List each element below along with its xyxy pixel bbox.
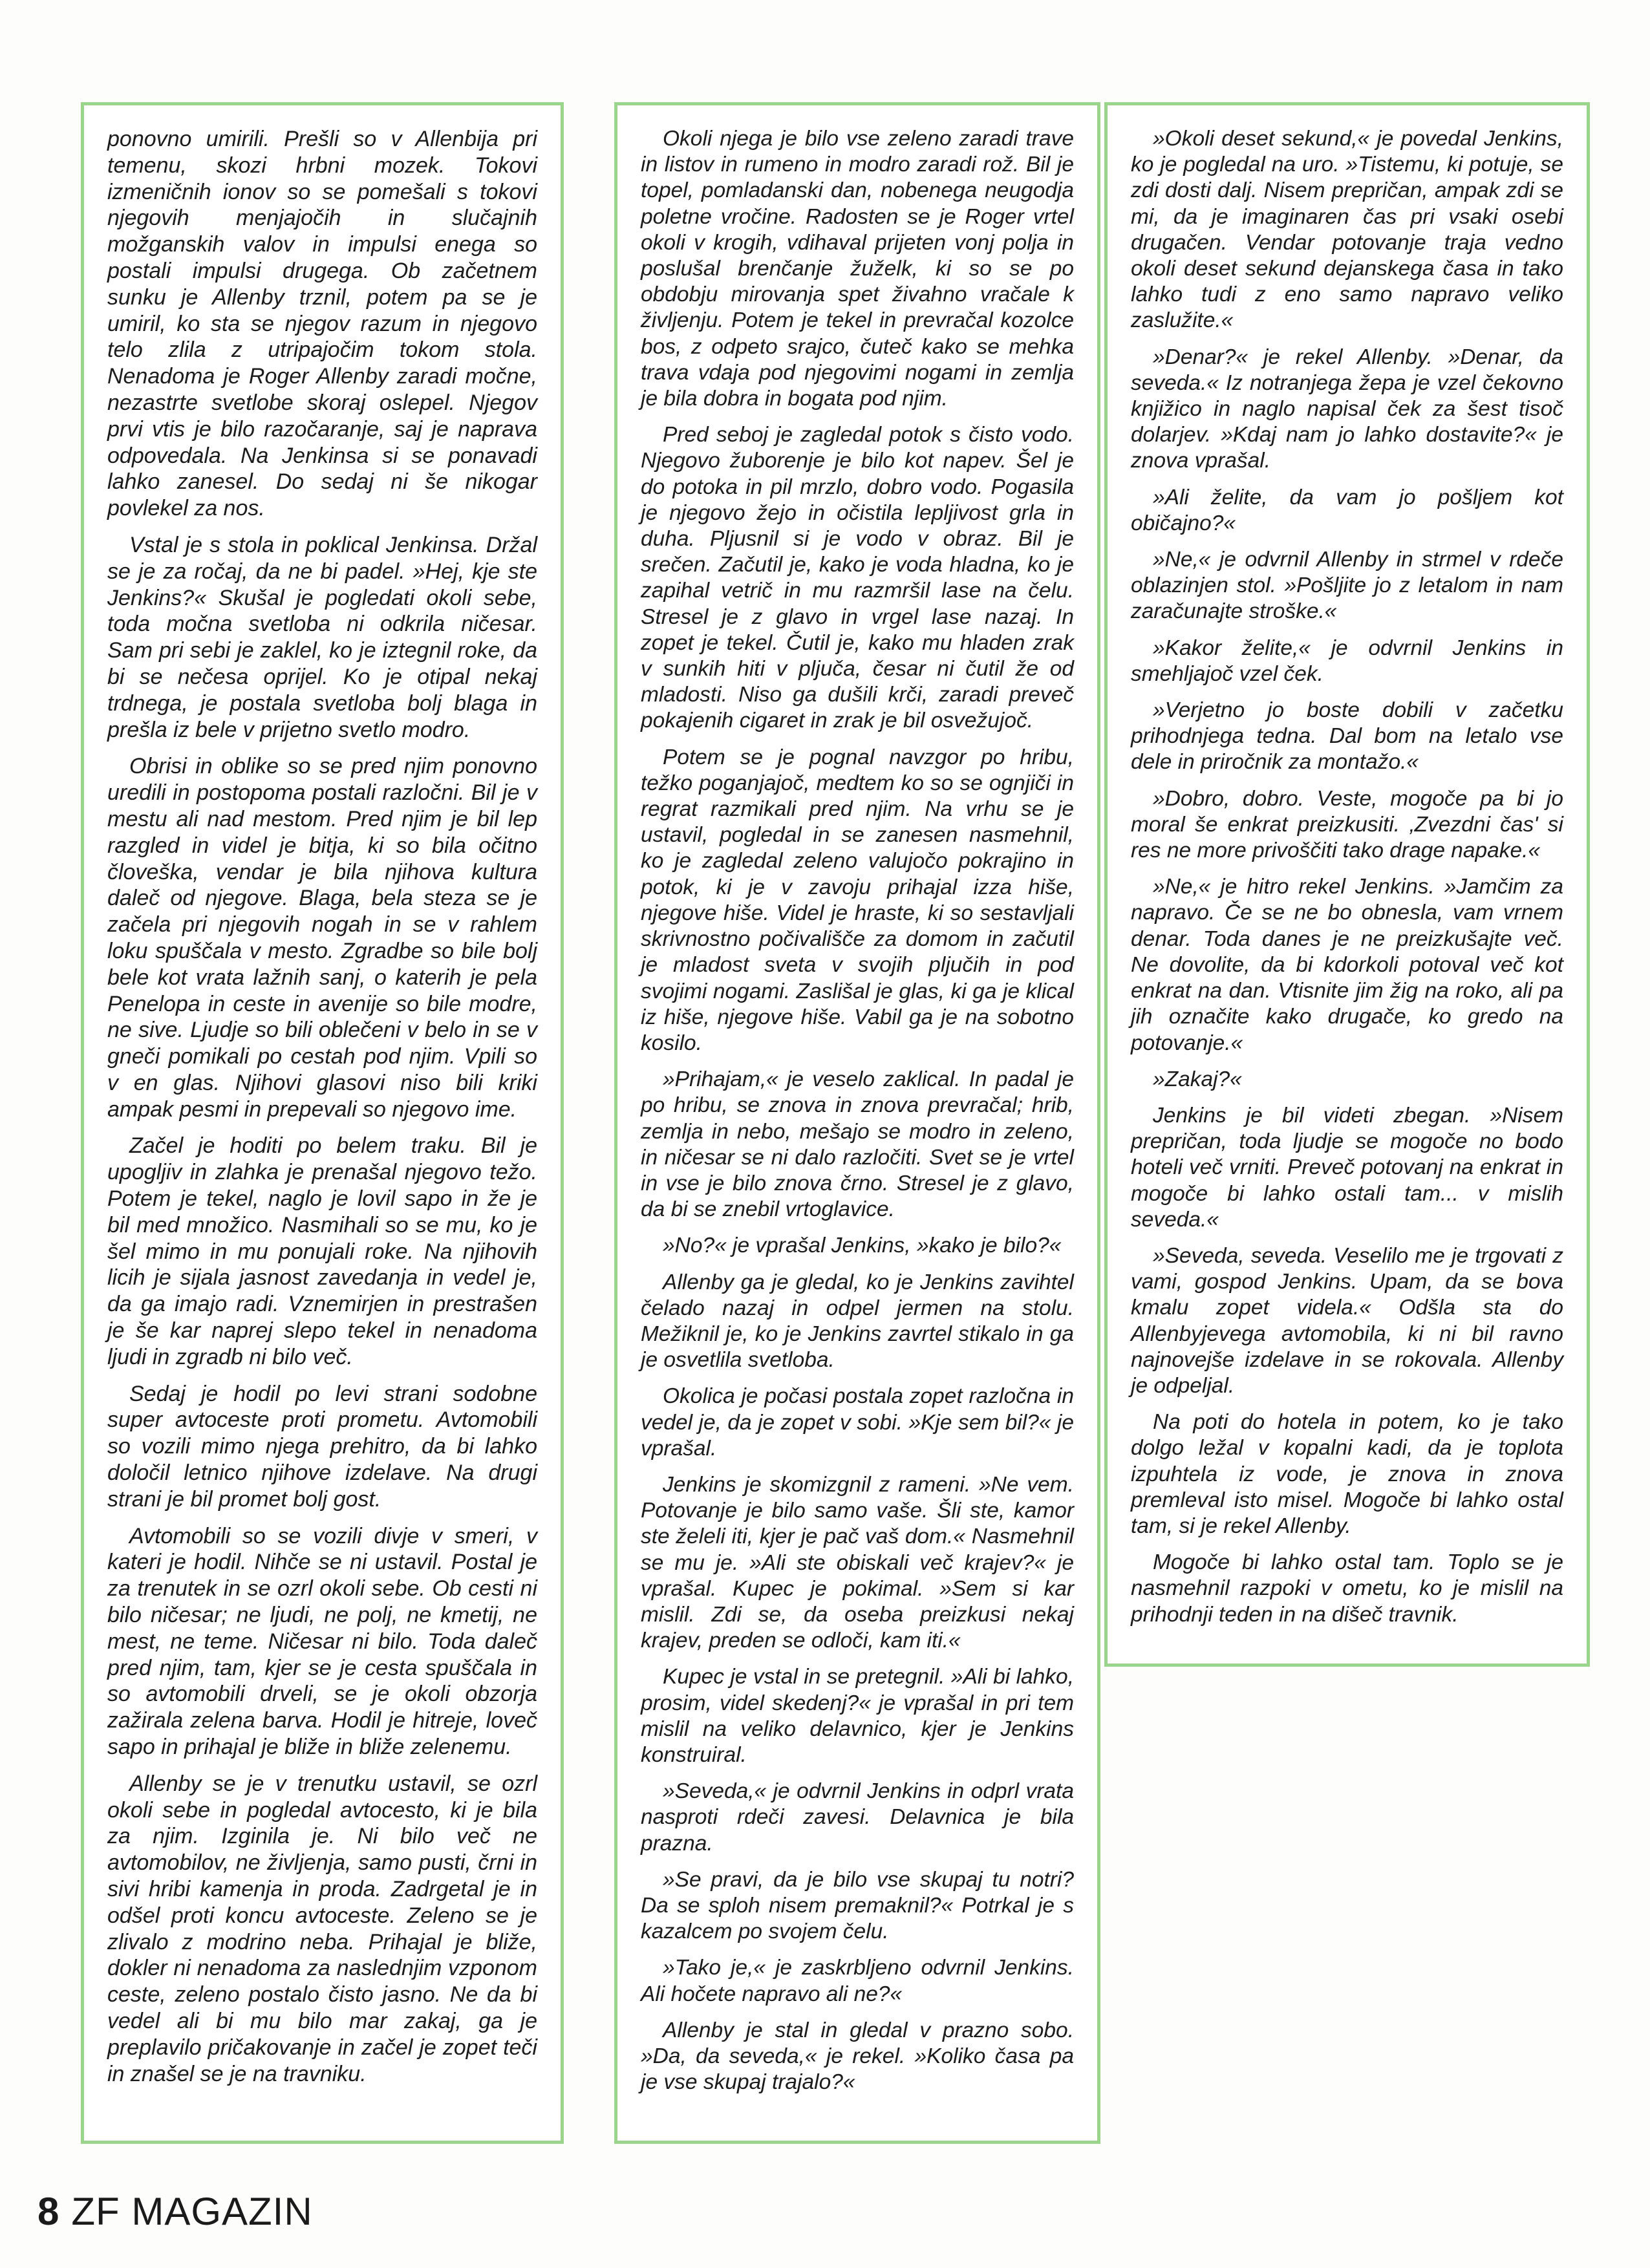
paragraph: Jenkins je bil videti zbegan. »Nisem prepričan, toda ljudje se mogoče no bodo hoteli več vrniti. Preveč potovanj na enkrat in mogoče bi lahko ostali tam... v mislih seveda.« <box>1131 1103 1563 1232</box>
paragraph: Mogoče bi lahko ostal tam. Toplo se je nasmehnil razpoki v ometu, ko je mislil na prihodnji teden in na dišeč travnik. <box>1131 1550 1563 1627</box>
paragraph: Potem se je pognal navzgor po hribu, težko poganjajoč, medtem ko so se ognjiči in regrat razmikali pred njim. Na vrhu se je ustavil, pogledal in se zanesen nasmehnil, ko je zagledal zeleno valujočo pokrajino in potok, ki je v zavoju prihajal izza hiše, njegove hiše. Videl je hraste, ki so sestavljali skrivnostno počivališče za domom in začutil je mladost sveta v svojih pljučih in pod svojimi nogami. Zaslišal je glas, ki ga je klical iz hiše, njegove hiše. Vabil ga je na sobotno kosilo. <box>641 745 1074 1055</box>
paragraph: »Zakaj?« <box>1153 1067 1242 1091</box>
page-number: 8 <box>38 2190 60 2233</box>
paragraph: Avtomobili so se vozili divje v smeri, v kateri je hodil. Nihče se ni ustavil. Postal je za trenutek in se ozrl okoli sebe. Ob cesti ni bilo ničesar; ne ljudi, ne polj, ne kmetij, ne mest, ne teme. Ničesar ni bilo. Toda daleč pred njim, tam, kjer se je cesta spuščala in so avtomobili drveli, se je okoli obzorja zažirala zelena barva. Hodil je hitreje, loveč sapo in prihajal je bliže in bliže zelenemu. <box>107 1523 537 1760</box>
paragraph: Kupec je vstal in se pretegnil. »Ali bi lahko, prosim, videl skedenj?« je vprašal in pri tem mislil na veliko delavnico, kjer je Jenkins konstruiral. <box>641 1665 1074 1767</box>
paragraph: Obrisi in oblike so se pred njim ponovno uredili in postopoma postali razločni. Bil je v mestu ali nad mestom. Pred njim je bil lep razgled in videl je bitja, ki so bila očitno človeška, vendar je bila njihova kultura daleč od njegove. Blaga, bela steza se je začela pri njegovih nogah in se v rahlem loku spuščala v mesto. Zgradbe so bile bolj bele kot vrata lažnih sanj, o katerih je pela Penelopa in ceste in avenije so bile modre, ne sive. Ljudje so bili oblečeni v belo in se v gneči pomikali po cestah pod njim. Vpili so v en glas. Njihovi glasovi niso bili kriki ampak pesmi in prepevali so njegovo ime. <box>107 754 537 1122</box>
paragraph: »Se pravi, da je bilo vse skupaj tu notri? Da se sploh nisem premaknil?« Potrkal je s kazalcem po svojem čelu. <box>641 1867 1074 1944</box>
paragraph: »Seveda,« je odvrnil Jenkins in odprl vrata nasproti rdeči zavesi. Delavnica je bila prazna. <box>641 1779 1074 1856</box>
paragraph: »Tako je,« je zaskrbljeno odvrnil Jenkins. Ali hočete napravo ali ne?« <box>641 1956 1074 2006</box>
paragraph: Vstal je s stola in poklical Jenkinsa. Držal se je za ročaj, da ne bi padel. »Hej, kje ste Jenkins?« Skušal je pogledati okoli sebe, toda močna svetloba ni odkrila ničesar. Sam pri sebi je zaklel, ko je iztegnil roke, da bi se nečesa oprijel. Ko je otipal nekaj trdnega, je postala svetloba bolj blaga in prešla iz bele v prijetno svetlo modro. <box>107 532 537 742</box>
paragraph: Jenkins je skomizgnil z rameni. »Ne vem. Potovanje je bilo samo vaše. Šli ste, kamor ste želeli iti, kjer je pač vaš dom.« Nasmehnil se mu je. »Ali ste obiskali več krajev?« je vprašal. Kupec je pokimal. »Sem si kar mislil. Zdi se, da oseba preizkusi nekaj krajev, preden se odloči, kam iti.« <box>641 1472 1074 1653</box>
paragraph: »Ali želite, da vam jo pošljem kot običajno?« <box>1131 485 1563 535</box>
paragraph: Allenby ga je gledal, ko je Jenkins zavihtel čelado nazaj in odpel jermen na stolu. Mežiknil je, ko je Jenkins zavrtel stikalo in ga je osvetlila svetloba. <box>641 1270 1074 1373</box>
paragraph: »Prihajam,« je veselo zaklical. In padal je po hribu, se znova in znova prevračal; hrib, zemlja in nebo, mešajo se modro in zeleno, in ničesar se ni dalo razločiti. Svet se je vrtel in vse je bilo znova črno. Stresel je z glavo, da bi se znebil vrtoglavice. <box>641 1067 1074 1222</box>
paragraph: Na poti do hotela in potem, ko je tako dolgo ležal v kopalni kadi, da je toplota izpuhtela iz vode, je znova in znova premleval isto misel. Mogoče bi lahko ostal tam, si je rekel Allenby. <box>1131 1410 1563 1538</box>
paragraph: »Okoli deset sekund,« je povedal Jenkins, ko je pogledal na uro. »Tistemu, ki potuje, se zdi dosti dalj. Nisem prepričan, ampak zdi se mi, da je imaginaren čas pri vsaki osebi drugačen. Vendar potovanje traja vedno okoli deset sekund dejanskega časa in tako lahko tudi z eno samo napravo veliko zaslužite.« <box>1131 127 1563 333</box>
paragraph: »Kakor želite,« je odvrnil Jenkins in smehljajoč vzel ček. <box>1131 636 1563 686</box>
paragraph: Sedaj je hodil po levi strani sodobne super avtoceste proti prometu. Avtomobili so vozili mimo njega prehitro, da bi lahko določil letnico njihove izdelave. Na drugi strani je bil promet bolj gost. <box>107 1381 537 1512</box>
text-column-1 <box>81 102 564 2144</box>
paragraph: Okoli njega je bilo vse zeleno zaradi trave in listov in rumeno in modro zaradi rož. Bil je topel, pomladanski dan, nobenega neugodja poletne vročine. Radosten se je Roger vrtel okoli v krogih, vdihaval prijeten vonj polja in poslušal brenčanje žuželk, ki so se po obdobju mirovanja spet živahno vračale k življenju. Potem je tekel in prevračal kozolce bos, z odpeto srajco, čuteč kako se mehka trava vdaja pod njegovimi nogami in zemlja je bila dobra in bogata pod njim. <box>641 127 1074 411</box>
paragraph: »Verjetno jo boste dobili v začetku prihodnjega tedna. Dal bom na letalo vse dele in priročnik za montažo.« <box>1131 698 1563 775</box>
paragraph: »Ne,« je odvrnil Allenby in strmel v rdeče oblazinjen stol. »Pošljite jo z letalom in nam zaračunajte stroške.« <box>1131 548 1563 624</box>
text-column-2 <box>614 102 1100 2144</box>
paragraph: Allenby je stal in gledal v prazno sobo. »Da, da seveda,« je rekel. »Koliko časa pa je vse skupaj trajalo?« <box>641 2018 1074 2095</box>
paragraph: Začel je hoditi po belem traku. Bil je upogljiv in zlahka je prenašal njegovo težo. Potem je tekel, naglo je lovil sapo in že je bil med množico. Nasmihali so se mu, ko je šel mimo in mu ponujali roke. Na njihovih licih je sijala jasnost zavedanja in vedel je, da ga imajo radi. Vznemirjen in prestrašen je še kar naprej slepo tekel in nenadoma ljudi in zgradb ni bilo več. <box>107 1133 537 1369</box>
paragraph: »Seveda, seveda. Veselilo me je trgovati z vami, gospod Jenkins. Upam, da se bova kmalu zopet videla.« Odšla sta do Allenbyjevega avtomobila, ki ni bil ravno najnovejše izdelave in se rokovala. Allenby je odpeljal. <box>1131 1243 1563 1398</box>
paragraph: Okolica je počasi postala zopet razločna in vedel je, da je zopet v sobi. »Kje sem bil?« je vprašal. <box>641 1384 1074 1460</box>
paragraph: »Denar?« je rekel Allenby. »Denar, da seveda.« Iz notranjega žepa je vzel čekovno knjižico in naglo napisal ček za šest tisoč dolarjev. »Kdaj nam jo lahko dostavite?« je znova vprašal. <box>1131 345 1563 473</box>
paragraph: Pred seboj je zagledal potok s čisto vodo. Njegovo žuborenje je bilo kot napev. Šel je do potoka in pil mrzlo, dobro vodo. Pogasila je njegovo žejo in očistila lepljivost grla in duha. Pljusnil si je vodo v obraz. Bil je srečen. Začutil je, kako je voda hladna, ko je zapihal vetrič in mu razmršil lase na čelu. Stresel je z glavo in vrgel lase nazaj. In zopet je tekel. Čutil je, kako mu hladen zrak v sunkih hiti v pljuča, česar ni čutil že od mladosti. Niso ga dušili krči, zaradi preveč pokajenih cigaret in zrak je bil osvežujoč. <box>641 423 1074 733</box>
paragraph: Allenby se je v trenutku ustavil, se ozrl okoli sebe in pogledal avtocesto, ki je bila za njim. Izginila je. Ni bilo več ne avtomobilov, ne življenja, samo pusti, črni in sivi hribi kamenja in proda. Zadrgetal je in odšel proti koncu avtoceste. Zeleno se je zlivalo z modrino neba. Prihajal je bliže, dokler ni nenadoma za naslednjim vzponom ceste, zeleno postalo čisto jasno. Ne da bi vedel ali bi mu bilo mar zakaj, ga je preplavilo pričakovanje in začel je zopet teči in znašel se je na travniku. <box>107 1771 537 2086</box>
magazine-title: ZF MAGAZIN <box>71 2190 313 2233</box>
paragraph: »Ne,« je hitro rekel Jenkins. »Jamčim za napravo. Če se ne bo obnesla, vam vrnem denar. Toda danes je ne preizkušajte več. Ne dovolite, da bi kdorkoli potoval več kot enkrat na dan. Vtisnite jim žig na roko, ali pa jih označite kako drugače, ko gredo na potovanje.« <box>1131 875 1563 1055</box>
paragraph: ponovno umirili. Prešli so v Allenbija pri temenu, skozi hrbni mozek. Tokovi izmeničnih ionov so se pomešali s tokovi njegovih menjajočih in slučajnih možganskih valov in impulsi enega so postali impulsi drugega. Ob začetnem sunku je Allenby trznil, potem pa se je umiril, ko sta se njegov razum in njegovo telo zlila z utripajočim tokom stola. Nenadoma je Roger Allenby zaradi močne, nezastrte svetlobe skoraj oslepel. Njegov prvi vtis je bilo razočaranje, saj je naprava odpovedala. Na Jenkinsa si se ponavadi lahko zanesel. Do sedaj ni še nikogar povlekel za nos. <box>107 127 537 521</box>
paragraph: »Dobro, dobro. Veste, mogoče pa bi jo moral še enkrat preizkusiti. ‚Zvezdni čas' si res ne more privoščiti tako drage napake.« <box>1131 786 1563 863</box>
text-column-3 <box>1104 102 1590 1667</box>
paragraph: »No?« je vprašal Jenkins, »kako je bilo?« <box>663 1234 1062 1258</box>
page-footer <box>38 2190 313 2233</box>
